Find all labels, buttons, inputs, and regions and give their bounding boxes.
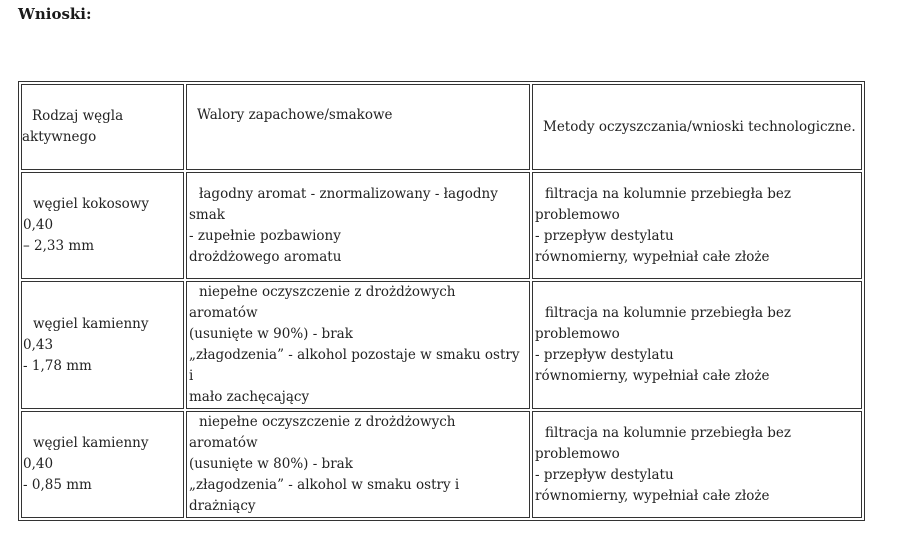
cell-text: węgiel kokosowy 0,40 – 2,33 mm xyxy=(23,196,149,254)
cell-text: węgiel kamienny 0,40 - 0,85 mm xyxy=(23,435,149,493)
table-cell xyxy=(186,281,530,409)
conclusions-table xyxy=(18,81,865,521)
table-row xyxy=(21,281,862,409)
table-row xyxy=(21,411,862,518)
cell-text: filtracja na kolumnie przebiegła bez problemowo - przepływ destylatu równomierny, wypełniał całe złoże xyxy=(535,424,792,504)
header-cell-carbon-type xyxy=(21,84,184,170)
table-cell xyxy=(21,172,184,279)
cell-text: filtracja na kolumnie przebiegła bez problemowo - przepływ destylatu równomierny, wypełniał całe złoże xyxy=(535,305,792,384)
header-cell-aroma-taste xyxy=(186,84,530,170)
table-cell xyxy=(532,172,862,279)
header-text: Walory zapachowe/smakowe xyxy=(197,107,393,123)
cell-text: niepełne oczyszczenie z drożdżowych aromatów (usunięte w 80%) - brak „złagodzenia” - alkohol w smaku ostry i drażniący xyxy=(189,414,460,514)
table-cell xyxy=(21,411,184,518)
table-header-row xyxy=(21,84,862,170)
table-row xyxy=(21,172,862,279)
header-cell-methods xyxy=(532,84,862,170)
cell-text: łagodny aromat - znormalizowany - łagodny smak - zupełnie pozbawiony drożdżowego aromatu xyxy=(189,185,498,265)
cell-text: filtracja na kolumnie przebiegła bez problemowo - przepływ destylatu równomierny, wypełniał całe złoże xyxy=(535,185,792,265)
table-cell xyxy=(532,411,862,518)
section-heading: Wnioski: xyxy=(18,5,92,23)
header-text: Metody oczyszczania/wnioski technologiczne. xyxy=(543,118,856,135)
cell-text: niepełne oczyszczenie z drożdżowych aromatów (usunięte w 90%) - brak „złagodzenia” - alkohol pozostaje w smaku ostry i mało zachęcający xyxy=(189,284,520,405)
cell-text: węgiel kamienny 0,43 - 1,78 mm xyxy=(23,315,149,374)
table-cell xyxy=(532,281,862,409)
table-cell xyxy=(21,281,184,409)
table-cell xyxy=(186,172,530,279)
header-text: Rodzaj węgla aktywnego xyxy=(22,108,124,145)
table-cell xyxy=(186,411,530,518)
